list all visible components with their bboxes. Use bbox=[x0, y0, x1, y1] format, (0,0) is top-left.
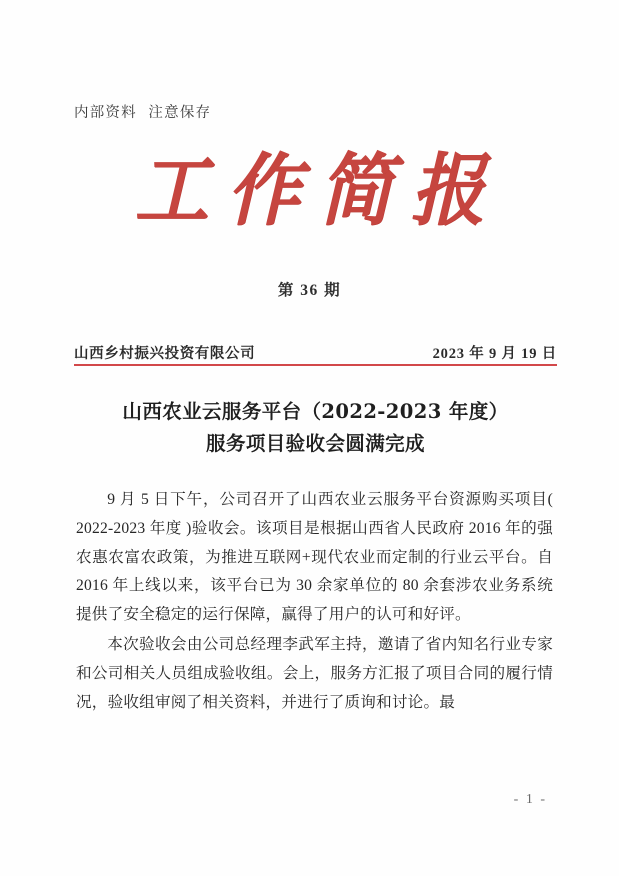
organization-name: 山西乡村振兴投资有限公司 bbox=[74, 346, 256, 362]
issue-date: 2023 年 9 月 19 日 bbox=[432, 346, 557, 362]
masthead-divider-rule bbox=[74, 364, 557, 366]
article-paragraph: 本次验收会由公司总经理李武军主持，邀请了省内知名行业专家和公司相关人员组成验收组。会上，服务方汇报了项目合同的履行情况，验收组审阅了相关资料，并进行了质询和讨论。最 bbox=[76, 635, 553, 711]
bulletin-banner-title: 工作简报 bbox=[134, 145, 503, 237]
article-paragraph: 9 月 5 日下午，公司召开了山西农业云服务平台资源购买项目( 2022-2023 年度 )验收会。该项目是根据山西省人民政府 2016 年的强农惠农富农政策，为推进互联网+现代农业而定制的行业云平台。自 2016 年上线以来，该平台已为 30 余家单位的 80 余套涉农业务系统提供了安全稳定的运行保障，赢得了用户的认可和好评。 bbox=[76, 491, 553, 624]
page-number-footer: - 1 - bbox=[513, 792, 547, 807]
article-headline bbox=[84, 396, 547, 459]
article-headline-line-2: 服务项目验收会圆满完成 bbox=[206, 431, 425, 455]
issue-number: 第 36 期 bbox=[277, 282, 342, 299]
confidential-notice: 内部资料 注意保存 bbox=[74, 105, 212, 121]
article-body bbox=[76, 486, 553, 717]
article-headline-line-1: 山西农业云服务平台（2022-2023 年度） bbox=[122, 400, 509, 423]
masthead-row bbox=[74, 342, 557, 363]
